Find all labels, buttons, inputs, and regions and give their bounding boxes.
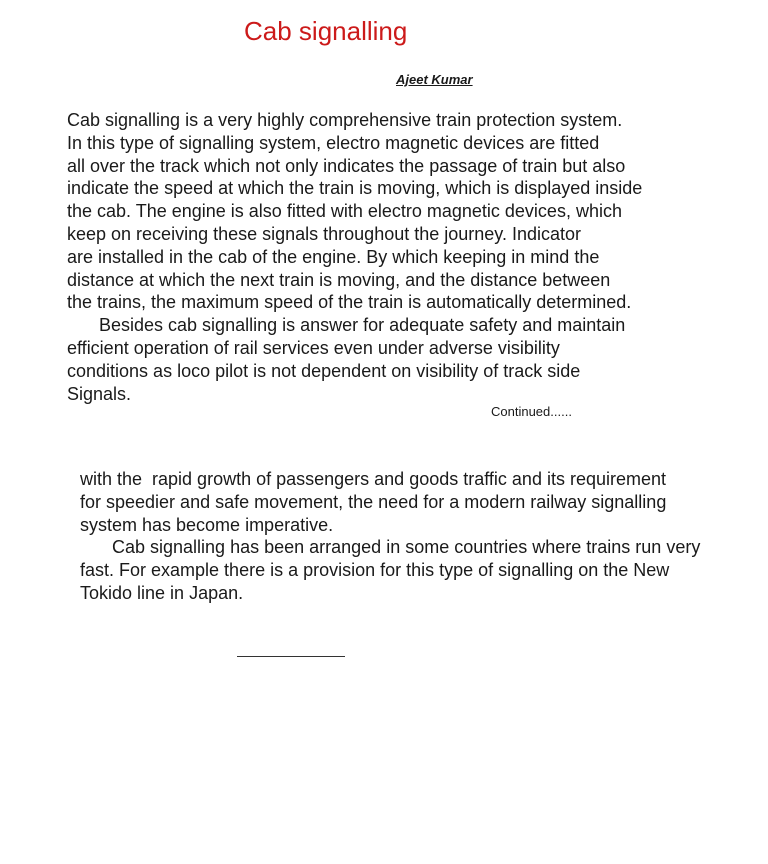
text-line: distance at which the next train is moving, and the distance between — [67, 269, 611, 290]
text-line: Cab signalling has been arranged in some countries where trains run very — [112, 537, 701, 558]
text-line: the trains, the maximum speed of the train is automatically determined. — [67, 292, 632, 313]
text-line: the cab. The engine is also fitted with electro magnetic devices, which — [67, 201, 622, 222]
author-name: Ajeet Kumar — [396, 72, 473, 87]
text-line: efficient operation of rail services even under adverse visibility — [67, 337, 560, 358]
text-line: with the rapid growth of passengers and goods traffic and its requirement — [80, 469, 667, 489]
continued-label: Continued...... — [491, 404, 572, 419]
text-line: Besides cab signalling is answer for adequate safety and maintain — [99, 315, 626, 336]
text-line: In this type of signalling system, electro magnetic devices are fitted — [67, 132, 600, 153]
text-line: keep on receiving these signals throughout the journey. Indicator — [67, 223, 581, 244]
text-line: are installed in the cab of the engine. By which keeping in mind the — [67, 246, 600, 267]
text-line: all over the track which not only indicates the passage of train but also — [67, 155, 626, 176]
document-title: Cab signalling — [244, 16, 408, 46]
body-text-part-1 — [67, 109, 707, 405]
text-line: Cab signalling is a very highly comprehensive train protection system. — [67, 110, 623, 130]
text-line: Signals. — [67, 383, 132, 404]
text-line: fast. For example there is a provision for this type of signalling on the New — [80, 560, 670, 581]
text-line: Tokido line in Japan. — [80, 582, 244, 603]
text-line: for speedier and safe movement, the need for a modern railway signalling — [80, 491, 667, 512]
text-line: system has become imperative. — [80, 514, 334, 535]
end-divider — [237, 656, 345, 657]
text-line: conditions as loco pilot is not dependent on visibility of track side — [67, 360, 581, 381]
body-text-part-2 — [80, 468, 760, 605]
text-line: indicate the speed at which the train is moving, which is displayed inside — [67, 178, 643, 199]
